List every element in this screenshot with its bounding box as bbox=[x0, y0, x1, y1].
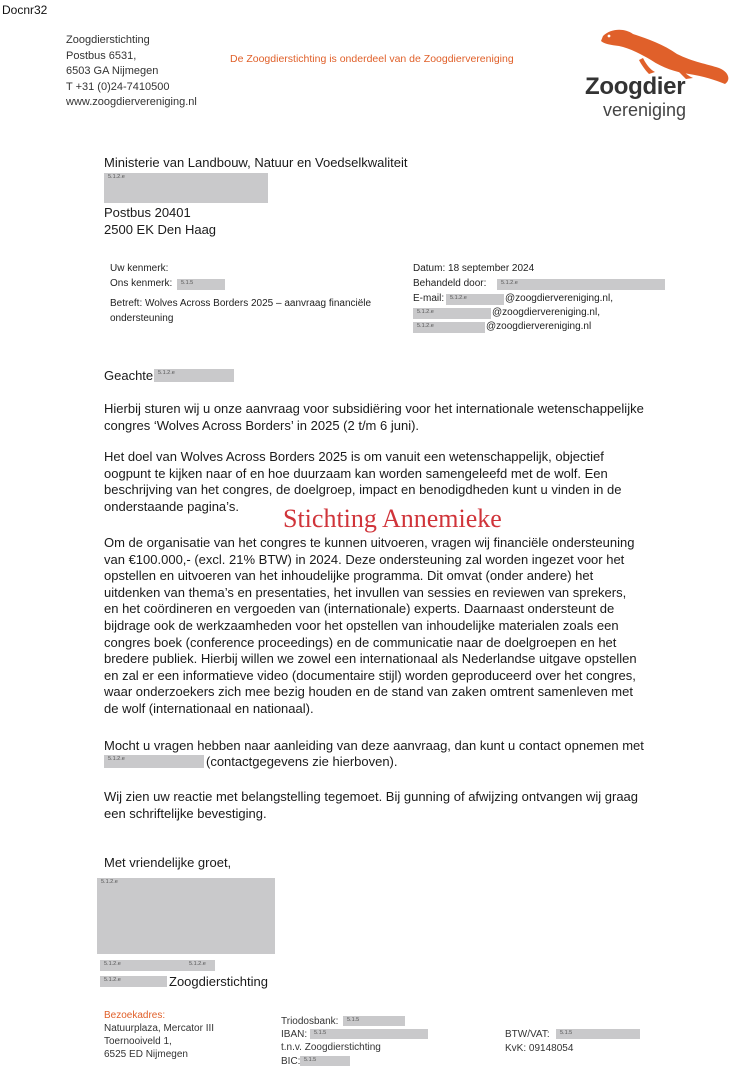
footer-line: 6525 ED Nijmegen bbox=[104, 1049, 188, 1060]
salutation: Geachte bbox=[104, 368, 154, 383]
signer-org: Zoogdierstichting bbox=[169, 974, 268, 989]
redaction-code: 5.1.2.e bbox=[104, 961, 121, 967]
paragraph-text: Het doel van Wolves Across Borders 2025 is om vanuit een wetenschappelijk, objectief oogpunt te kijken naar of en hoe duurzaam kan worden samengeleefd met de wolf. Een beschrijving van het congres, de doelgroep, impact en benodigdheden kunt u vinden in de onderstaande pagina’s. bbox=[104, 449, 622, 514]
betreft: Betreft: Wolves Across Borders 2025 – aanvraag financiële bbox=[110, 298, 372, 309]
redaction-code: 5.1.5 bbox=[347, 1017, 360, 1023]
redaction-code: 5.1.2.e bbox=[108, 756, 125, 762]
redacted-block bbox=[310, 1029, 428, 1039]
redacted-block bbox=[100, 976, 167, 987]
behandeld-door: Behandeld door: bbox=[413, 278, 487, 289]
redacted-block bbox=[497, 279, 665, 290]
paragraph-funding bbox=[104, 535, 644, 718]
tagline: De Zoogdierstichting is onderdeel van de Zoogdiervereniging bbox=[230, 53, 514, 65]
redacted-block bbox=[446, 294, 504, 305]
redacted-block bbox=[413, 308, 491, 319]
footer-tnv: t.n.v. Zoogdierstichting bbox=[281, 1042, 381, 1053]
email-domain: @zoogdiervereniging.nl, bbox=[492, 307, 600, 318]
footer-line: Toernooiveld 1, bbox=[104, 1036, 172, 1047]
sender-address bbox=[66, 33, 197, 111]
sender-line: T +31 (0)24-7410500 bbox=[66, 80, 170, 93]
redaction-code: 5.1.2.e bbox=[104, 977, 121, 983]
footer-line: Natuurplaza, Mercator III bbox=[104, 1023, 215, 1034]
paragraph-text: Hierbij sturen wij u onze aanvraag voor subsidiëring voor het internationale wetenschappelijke congres ‘Wolves Across Borders’ in 2025 (2 t/m 6 juni). bbox=[104, 401, 644, 433]
recipient-postbus: Postbus 20401 bbox=[104, 205, 191, 220]
footer-bic: BIC: bbox=[281, 1056, 301, 1067]
sender-line: Postbus 6531, bbox=[66, 49, 137, 62]
paragraph-contact-cont: (contactgegevens zie hierboven). bbox=[206, 754, 398, 769]
closing-greeting: Met vriendelijke groet, bbox=[104, 855, 232, 870]
redaction-code: 5.1.5 bbox=[314, 1030, 327, 1036]
logo-wordmark-sub: vereniging bbox=[603, 100, 687, 120]
footer-visit-address bbox=[104, 1009, 214, 1061]
redacted-block bbox=[343, 1016, 405, 1026]
datum: Datum: 18 september 2024 bbox=[413, 263, 535, 274]
redaction-code: 5.1.2.e bbox=[189, 961, 206, 967]
uw-kenmerk: Uw kenmerk: bbox=[110, 263, 169, 274]
redaction-code: 5.1.2.e bbox=[501, 280, 518, 286]
redacted-block bbox=[185, 960, 215, 971]
redaction-code: 5.1.5 bbox=[304, 1057, 317, 1063]
recipient-city: 2500 EK Den Haag bbox=[104, 222, 217, 237]
stamp-text: Stichting Annemieke bbox=[283, 504, 502, 533]
redacted-block bbox=[177, 279, 225, 290]
redaction-code: 5.1.2.e bbox=[158, 370, 175, 376]
footer-heading: Bezoekadres: bbox=[104, 1010, 166, 1021]
redaction-code: 5.1.2.e bbox=[450, 295, 467, 301]
betreft-cont: ondersteuning bbox=[110, 313, 174, 324]
footer-btw: BTW/VAT: bbox=[505, 1029, 550, 1040]
redaction-code: 5.1.2.e bbox=[417, 323, 434, 329]
email-label: E-mail: bbox=[413, 293, 445, 304]
redaction-code: 5.1.2.e bbox=[101, 879, 118, 885]
sender-website: www.zoogdiervereniging.nl bbox=[66, 96, 197, 108]
logo-wordmark: Zoogdier bbox=[585, 73, 686, 100]
sender-line: Zoogdierstichting bbox=[66, 34, 150, 46]
footer-kvk: KvK: 09148054 bbox=[505, 1043, 574, 1054]
redacted-block bbox=[556, 1029, 640, 1039]
redaction-code: 5.1.5 bbox=[181, 280, 194, 286]
footer-iban: IBAN: bbox=[281, 1029, 308, 1040]
redaction-code: 5.1.2.e bbox=[417, 309, 434, 315]
redacted-block bbox=[104, 755, 204, 768]
sender-line: 6503 GA Nijmegen bbox=[66, 65, 159, 77]
redaction-code: 5.1.5 bbox=[560, 1030, 573, 1036]
redacted-block bbox=[413, 322, 485, 333]
paragraph-text: Om de organisatie van het congres te kunnen uitvoeren, vragen wij financiële ondersteuning van €100.000,- (excl. 21% BTW) in 2024. Deze ondersteuning zal worden ingezet voor het opstellen en uitvoeren van het inhoudelijke programma. Dit omvat (onder andere) het uitdenken van thema’s en presentaties, het invullen van sessies en reviewen van sprekers, en het coördineren en vergoeden van (internationale) experts. Daarnaast ondersteunt de bijdrage ook de werkzaamheden voor het opstellen van inhoudelijke materialen zoals een congres boek (conference proceedings) en de communicatie naar de doelgroepen en het bredere publiek. Hierbij willen we zowel een internationaal als Nederlandse uitgave opstellen en zal er een informatieve video (documentaire stijl) worden geproduceerd over het congres, waar onderzoekers zich mee bezig houden en de stand van zaken omtrent samenleven met de wolf (internationaal en nationaal). bbox=[104, 535, 637, 716]
email-domain: @zoogdiervereniging.nl bbox=[486, 321, 592, 332]
paragraph-contact: Mocht u vragen hebben naar aanleiding van deze aanvraag, dan kunt u contact opnemen met bbox=[104, 738, 644, 753]
redaction-code: 5.1.2.e bbox=[108, 174, 125, 180]
paragraph-closing bbox=[104, 789, 644, 822]
redacted-block bbox=[154, 369, 234, 382]
signature-redacted bbox=[97, 878, 275, 954]
email-domain: @zoogdiervereniging.nl, bbox=[505, 293, 613, 304]
document-number: Docnr32 bbox=[2, 3, 48, 17]
ons-kenmerk: Ons kenmerk: bbox=[110, 278, 173, 289]
redacted-block bbox=[300, 1056, 350, 1066]
paragraph-intro bbox=[104, 401, 644, 434]
footer-triodos: Triodosbank: bbox=[281, 1016, 339, 1027]
redacted-block bbox=[104, 173, 268, 203]
recipient-org: Ministerie van Landbouw, Natuur en Voedselkwaliteit bbox=[104, 155, 408, 170]
paragraph-text: Wij zien uw reactie met belangstelling tegemoet. Bij gunning of afwijzing ontvangen wij graag een schriftelijke bevestiging. bbox=[104, 789, 639, 821]
